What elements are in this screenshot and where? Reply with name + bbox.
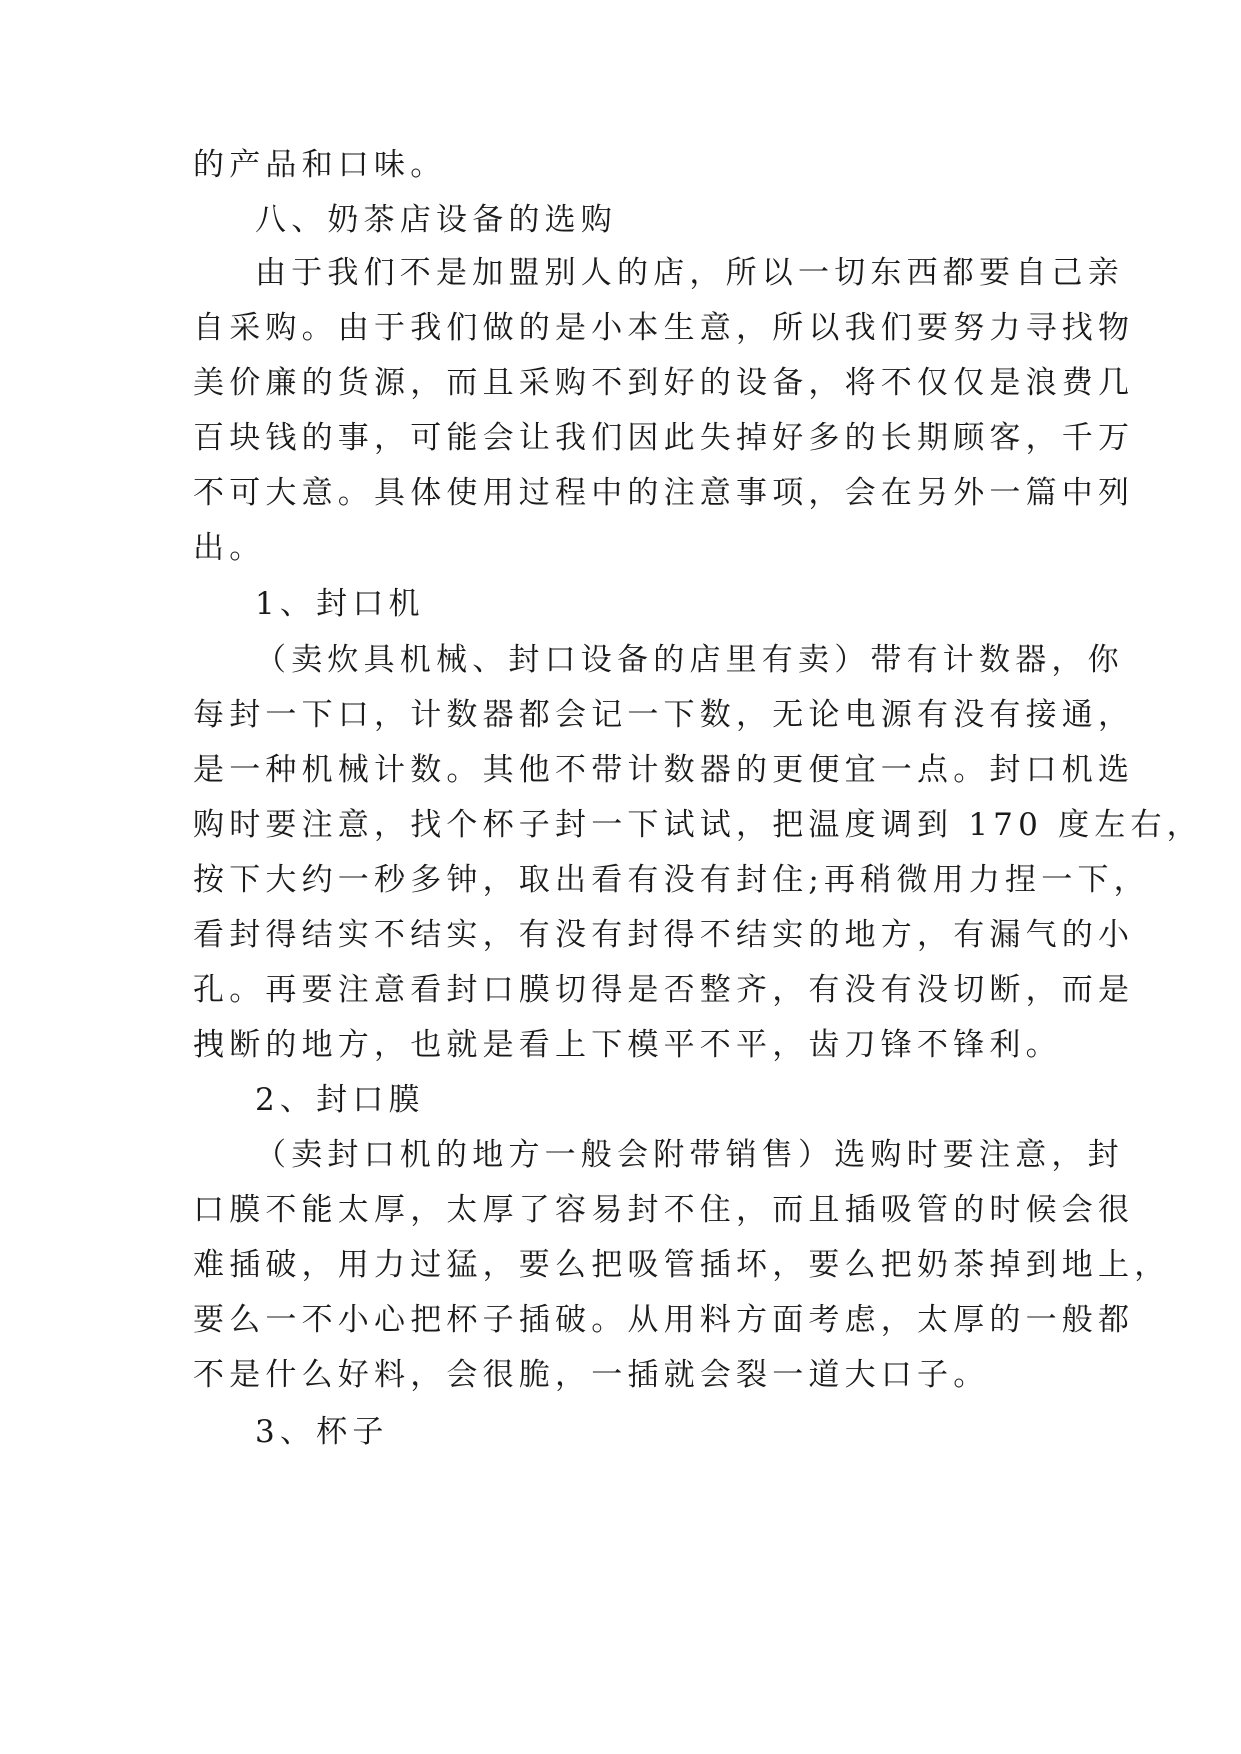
paragraph-line: 口膜不能太厚，太厚了容易封不住，而且插吸管的时候会很 (193, 1192, 1135, 1228)
paragraph-line: 拽断的地方，也就是看上下模平不平，齿刀锋不锋利。 (193, 1027, 1062, 1063)
paragraph-line: 不是什么好料，会很脆，一插就会裂一道大口子。 (193, 1357, 990, 1393)
subsection-heading: 1、封口机 (255, 586, 425, 622)
paragraph-line: （卖封口机的地方一般会附带销售）选购时要注意，封 (255, 1137, 1124, 1173)
paragraph-line: 出。 (193, 530, 266, 566)
paragraph-line: 看封得结实不结实，有没有封得不结实的地方，有漏气的小 (193, 917, 1135, 953)
paragraph-line: 由于我们不是加盟别人的店，所以一切东西都要自己亲 (255, 255, 1124, 291)
paragraph-line: 难插破，用力过猛，要么把吸管插坏，要么把奶茶掉到地上， (193, 1247, 1171, 1283)
paragraph-line: 按下大约一秒多钟，取出看有没有封住;再稍微用力捏一下， (193, 862, 1150, 898)
subsection-heading: 3、杯子 (255, 1414, 389, 1450)
paragraph-line: （卖炊具机械、封口设备的店里有卖）带有计数器，你 (255, 642, 1124, 678)
paragraph-line: 的产品和口味。 (193, 147, 447, 183)
paragraph-line: 自采购。由于我们做的是小本生意，所以我们要努力寻找物 (193, 310, 1135, 346)
paragraph-line: 孔。再要注意看封口膜切得是否整齐，有没有没切断，而是 (193, 972, 1135, 1008)
paragraph-line: 要么一不小心把杯子插破。从用料方面考虑，太厚的一般都 (193, 1302, 1135, 1338)
section-heading: 八、奶茶店设备的选购 (255, 202, 617, 238)
paragraph-line: 美价廉的货源，而且采购不到好的设备，将不仅仅是浪费几 (193, 365, 1135, 401)
paragraph-line: 购时要注意，找个杯子封一下试试，把温度调到 170 度左右， (193, 807, 1203, 843)
paragraph-line: 百块钱的事，可能会让我们因此失掉好多的长期顾客，千万 (193, 420, 1135, 456)
paragraph-line: 每封一下口，计数器都会记一下数，无论电源有没有接通， (193, 697, 1135, 733)
paragraph-line: 是一种机械计数。其他不带计数器的更便宜一点。封口机选 (193, 752, 1135, 788)
subsection-heading: 2、封口膜 (255, 1082, 425, 1118)
paragraph-line: 不可大意。具体使用过程中的注意事项，会在另外一篇中列 (193, 475, 1135, 511)
